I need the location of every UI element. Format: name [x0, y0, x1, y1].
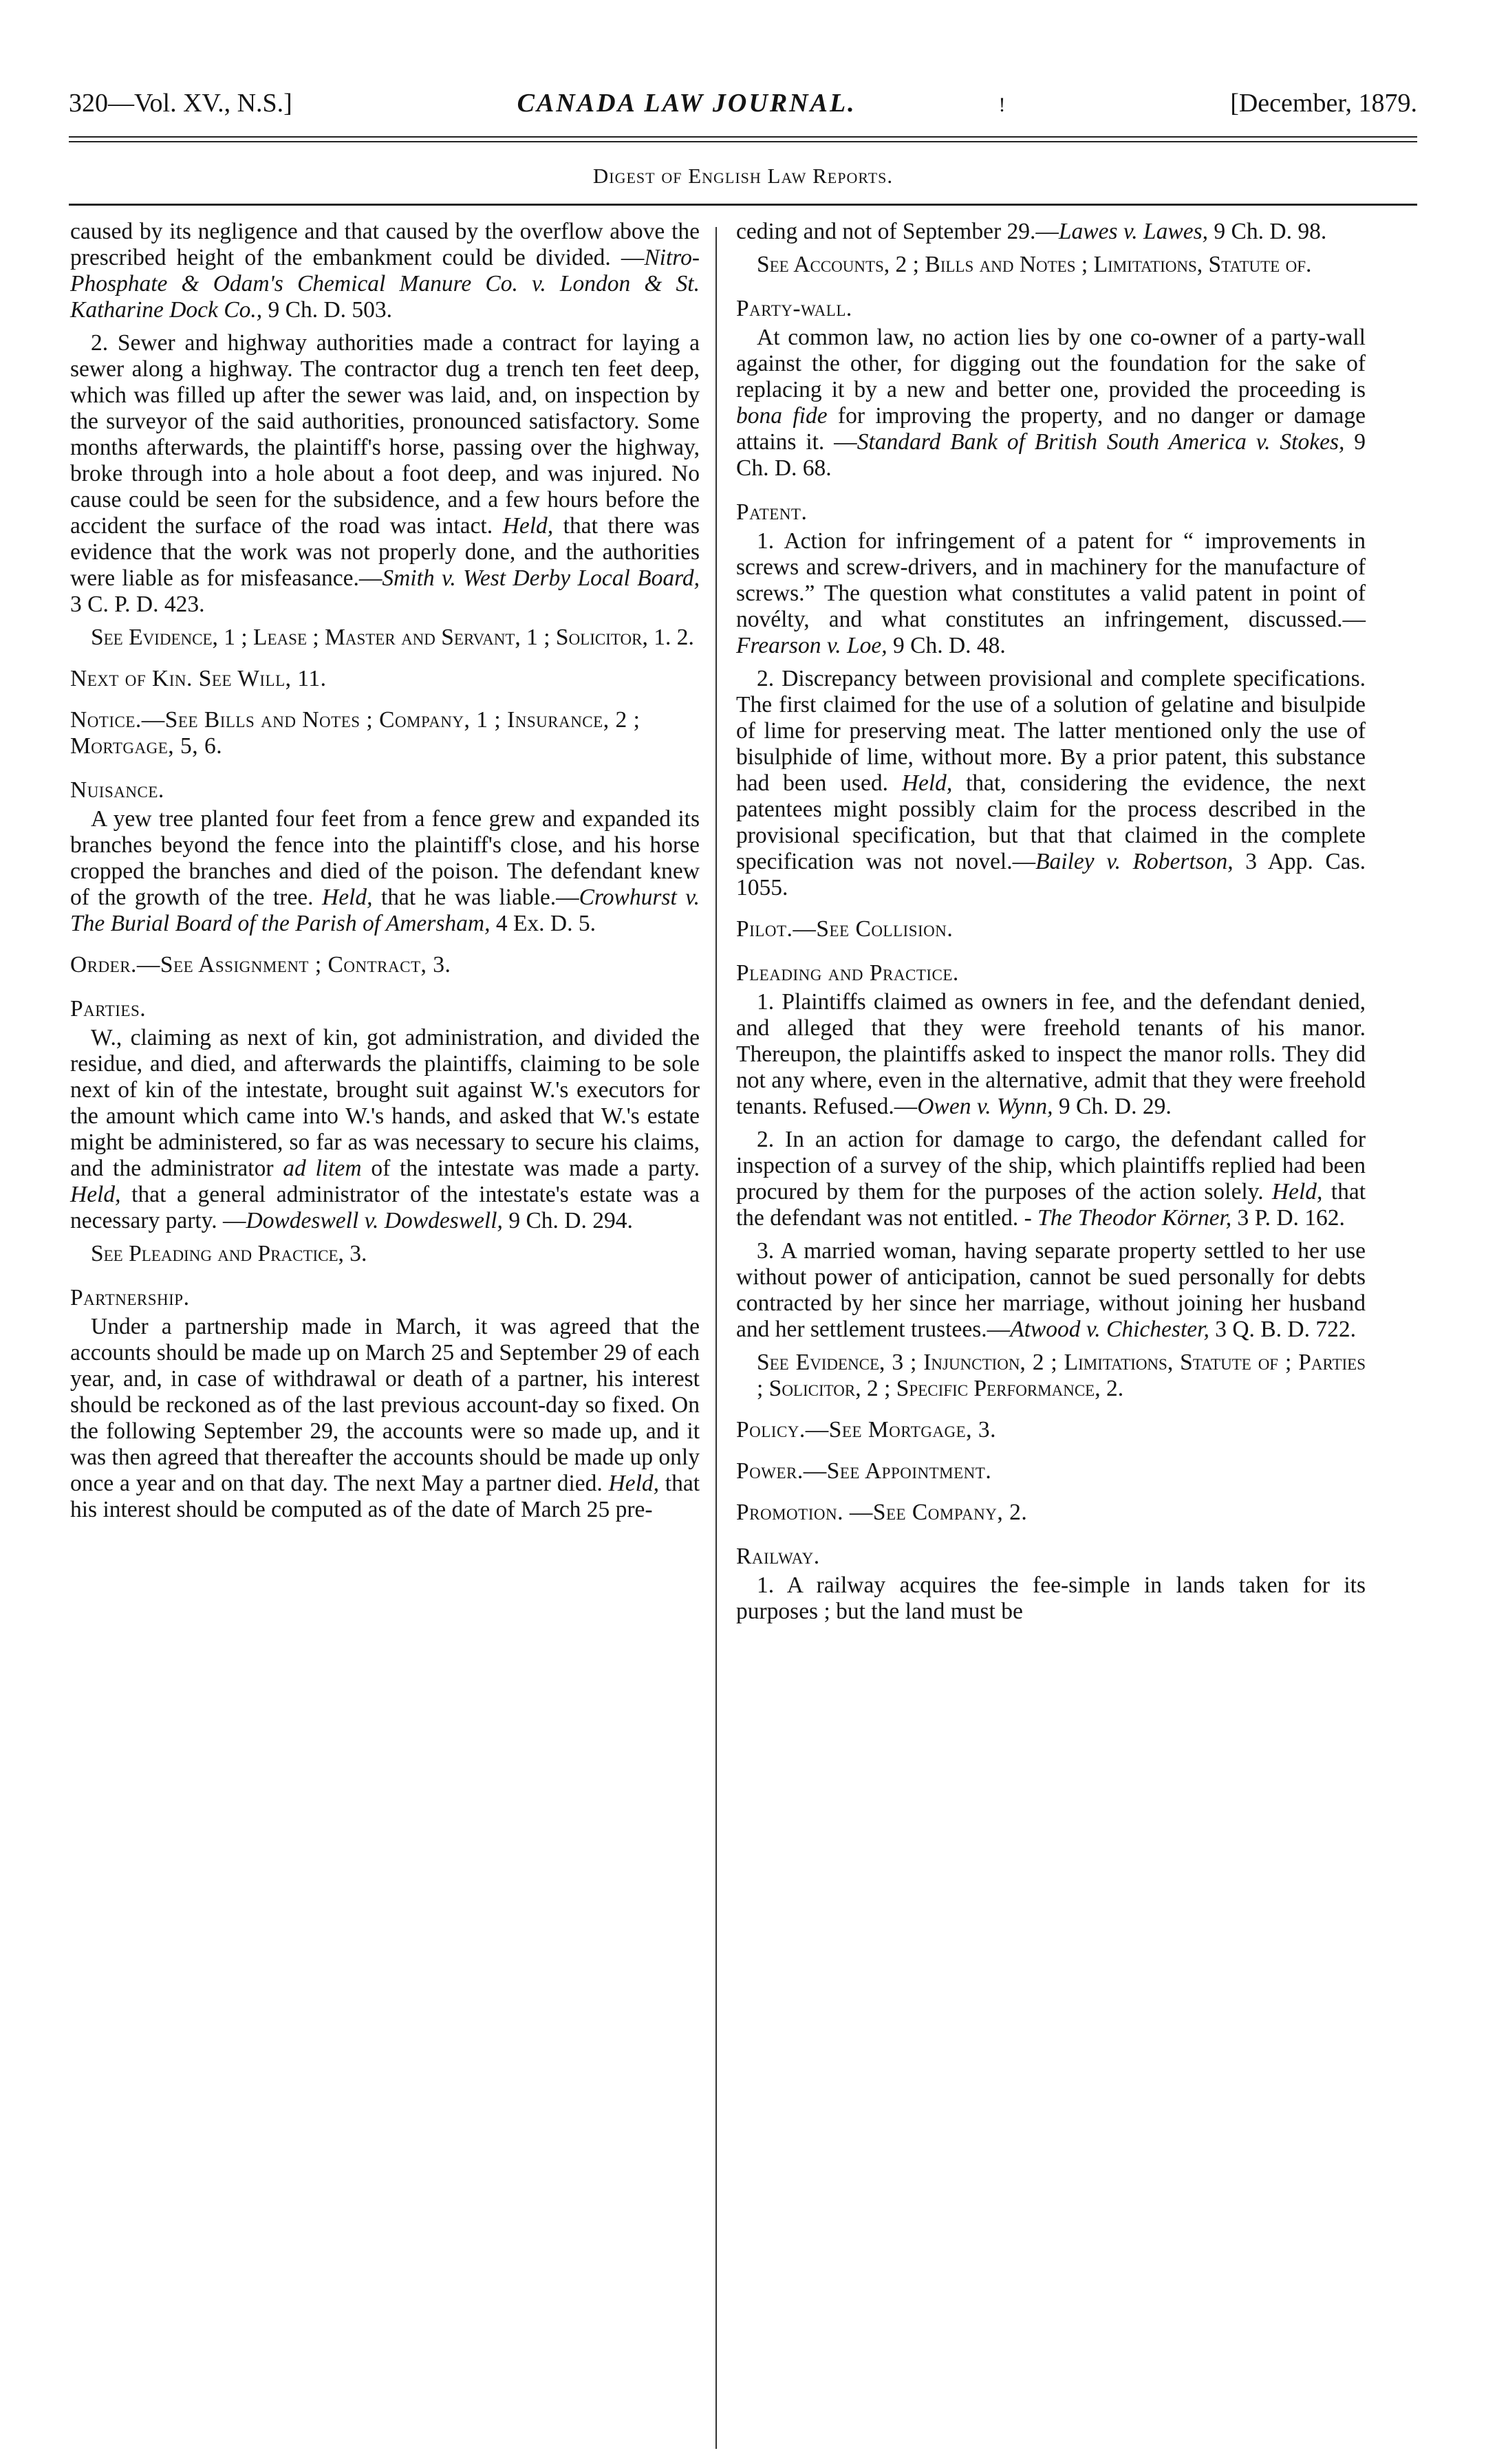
paragraph-party-wall	[736, 325, 1366, 482]
text: that he was liable.—	[372, 885, 579, 910]
entry-promotion: Promotion. —See Company, 2.	[736, 1500, 1028, 1525]
text: 2. Sewer and highway authorities made a contract for laying a sewer along a highway. The contractor dug a trench ten feet deep, which was filled up after the sewer was laid, and, on inspection by the surveyor of the said authorities, pronounced satisfactory. Some months afterwards, the plaintiff's horse, passing over the highway, broke through into a hole about a foot deep, and was injured. No cause could be seen for the subsidence, and a few hours before the accident the surface of the road was intact.	[70, 330, 700, 539]
held: Held,	[70, 1182, 121, 1207]
cross-reference: See Evidence, 1 ; Lease ; Master and Servant, 1 ; Solicitor, 1. 2.	[91, 625, 694, 650]
entry-order: Order.—See Assignment ; Contract, 3.	[70, 952, 451, 977]
left-column	[70, 219, 700, 1530]
held: Held,	[901, 770, 953, 796]
latin-term: bona fide	[736, 403, 828, 429]
right-column	[736, 219, 1366, 1632]
held: Held,	[502, 513, 554, 539]
paragraph-partnership	[70, 1314, 700, 1523]
citation: 9 Ch. D. 68.	[736, 429, 1366, 481]
header-double-rule	[69, 136, 1417, 142]
entry-notice: Notice.—See Bills and Notes ; Company, 1 ; Insurance, 2 ; Mortgage, 5, 6.	[70, 707, 640, 759]
citation: 9 Ch. D. 29.	[1053, 1094, 1172, 1119]
issue-date: [December, 1879.	[1230, 89, 1417, 118]
text: At common law, no action lies by one co-owner of a party-wall against the other, for digging out the foundation for the sake of replacing it by a new and better one, provided the proceeding is	[736, 325, 1366, 402]
heading-railway: Railway.	[736, 1544, 820, 1569]
column-divider	[715, 227, 717, 2449]
text: 1. Action for infringement of a patent for “ improvements in screws and screw-drivers, and in machinery for the manufacture of screws.” The question what constitutes a valid patent in point of novélty, and what constitutes an infringement, discussed.—	[736, 528, 1366, 632]
text: ceding and not of September 29.—	[736, 219, 1059, 244]
paragraph-railway: 1. A railway acquires the fee-simple in lands taken for its purposes ; but the land must be	[736, 1573, 1366, 1624]
case-name: Dowdeswell v. Dowdeswell,	[246, 1208, 503, 1233]
case-name: Atwood v. Chichester,	[1010, 1317, 1209, 1342]
entry-power: Power.—See Appointment.	[736, 1458, 992, 1484]
citation: 9 Ch. D. 503.	[262, 297, 393, 323]
citation: 9 Ch. D. 98.	[1208, 219, 1327, 244]
text: that his interest should be computed as of the date of March 25 pre-	[70, 1471, 700, 1522]
paragraph-patent-1	[736, 528, 1366, 659]
case-name: Bailey v. Robertson,	[1035, 849, 1234, 874]
cross-reference: See Pleading and Practice, 3.	[91, 1241, 367, 1266]
journal-title: CANADA LAW JOURNAL.	[517, 89, 857, 118]
citation: 3 App. Cas. 1055.	[736, 849, 1366, 900]
held: Held,	[608, 1471, 660, 1496]
header-rule	[69, 204, 1417, 206]
text: that, considering the evidence, the next patentees might possibly claim for the process described in the provisional specification, but that that claimed in the complete specification was not novel.—	[736, 770, 1366, 874]
heading-patent: Patent.	[736, 499, 808, 525]
cross-reference: See Accounts, 2 ; Bills and Notes ; Limitations, Statute of.	[757, 252, 1312, 277]
held: Held,	[1271, 1179, 1323, 1204]
latin-term: ad litem	[283, 1156, 362, 1181]
citation: 3 Q. B. D. 722.	[1209, 1317, 1356, 1342]
text: 1. Plaintiffs claimed as owners in fee, and the defendant denied, and alleged that they were freehold tenants of his manor. Thereupon, the plaintiffs asked to inspect the manor rolls. They did not any where, even in the alternative, admit that they were freehold tenants. Refused.—	[736, 989, 1366, 1119]
text: 2. In an action for damage to cargo, the defendant called for inspection of a survey of the ship, which plaintiffs replied had been procured by them for the purposes of the action solely.	[736, 1127, 1366, 1204]
citation: 3 C. P. D. 423.	[70, 592, 205, 617]
paragraph-pleading-3	[736, 1238, 1366, 1343]
paragraph-patent-2	[736, 666, 1366, 901]
paragraph-pleading-1	[736, 989, 1366, 1120]
text: Under a partnership made in March, it was agreed that the accounts should be made up on March 25 and September 29 of each year, and, in case of withdrawal or death of a partner, his interest should be reckoned as of the last previous account-day so fixed. On the following September 29, the accounts were so made up, and it was then agreed that thereafter the accounts should be made up only once a year and on that day. The next May a partner died.	[70, 1314, 700, 1496]
heading-parties: Parties.	[70, 996, 147, 1022]
paragraph-continuation	[736, 219, 1366, 245]
text: A yew tree planted four feet from a fence grew and expanded its branches beyond the fence into the plaintiff's close, and his horse cropped the branches and died of the poison. The defendant knew of the growth of the tree.	[70, 806, 700, 910]
entry-policy: Policy.—See Mortgage, 3.	[736, 1417, 997, 1442]
page-reference: 320—Vol. XV., N.S.]	[69, 89, 292, 118]
case-name: Smith v. West Derby Local Board,	[382, 565, 700, 591]
text: for improving the property, and no danger or damage attains it. —	[736, 403, 1366, 455]
paragraph-continuation	[70, 219, 700, 323]
heading-nuisance: Nuisance.	[70, 777, 164, 803]
text: W., claiming as next of kin, got administration, and divided the residue, and died, and afterwards the plaintiffs, claiming to be sole next of kin of the intestate, brought suit against W.'s executors for the amount which came into W.'s hands, and asked that W.'s estate might be administered, so far as was necessary to secure his claims, and the administrator	[70, 1025, 700, 1181]
text: 2. Discrepancy between provisional and complete specifications. The first claimed for the use of a solution of gelatine and bisulpide of lime for preserving meat. The latter mentioned only the use of bisulphide of lime, without more. By a prior patent, this substance had been used.	[736, 666, 1366, 796]
heading-pleading: Pleading and Practice.	[736, 960, 959, 986]
citation: 9 Ch. D. 294.	[502, 1208, 633, 1233]
case-name: Frearson v. Loe,	[736, 633, 887, 658]
paragraph-nuisance	[70, 806, 700, 937]
case-name: Lawes v. Lawes,	[1058, 219, 1209, 244]
text: that there was evidence that the work was not properly done, and the authorities were liable as for misfeasance.—	[70, 513, 700, 591]
citation: 3 P. D. 162.	[1231, 1205, 1345, 1231]
case-name: Nitro-Phosphate & Odam's Chemical Manure Co. v. London & St. Katharine Dock Co.,	[70, 245, 700, 323]
held: Held,	[322, 885, 373, 910]
paragraph-parties	[70, 1025, 700, 1234]
paragraph-sewer	[70, 330, 700, 618]
case-name: The Theodor Körner,	[1037, 1205, 1232, 1231]
citation: 4 Ex. D. 5.	[490, 911, 596, 936]
heading-party-wall: Party-wall.	[736, 296, 852, 321]
paragraph-pleading-2	[736, 1127, 1366, 1231]
text: 3. A married woman, having separate property settled to her use without power of anticipation, cannot be sued personally for debts contracted by her since her marriage, without joining her husband and her settlement trustees.—	[736, 1238, 1366, 1342]
text: caused by its negligence and that caused by the overflow above the prescribed height of the embankment could be divided. —	[70, 219, 700, 270]
running-head	[69, 88, 1417, 129]
stray-mark: !	[998, 94, 1006, 116]
case-name: Standard Bank of British South America v. Stokes,	[857, 429, 1345, 455]
case-name: Owen v. Wynn,	[917, 1094, 1053, 1119]
text: of the intestate was made a party.	[361, 1156, 700, 1181]
text: that the defendant was not entitled. -	[736, 1179, 1366, 1231]
text: that a general administrator of the intestate's estate was a necessary party. —	[70, 1182, 700, 1233]
heading-partnership: Partnership.	[70, 1285, 190, 1310]
entry-pilot: Pilot.—See Collision.	[736, 916, 954, 942]
cross-reference: See Evidence, 3 ; Injunction, 2 ; Limitations, Statute of ; Parties ; Solicitor, 2 ; Specific Performance, 2.	[757, 1350, 1366, 1401]
case-name: Crowhurst v. The Burial Board of the Parish of Amersham,	[70, 885, 700, 936]
section-title: Digest of English Law Reports.	[592, 164, 894, 188]
citation: 9 Ch. D. 48.	[887, 633, 1006, 658]
entry-next-of-kin: Next of Kin. See Will, 11.	[70, 666, 327, 691]
